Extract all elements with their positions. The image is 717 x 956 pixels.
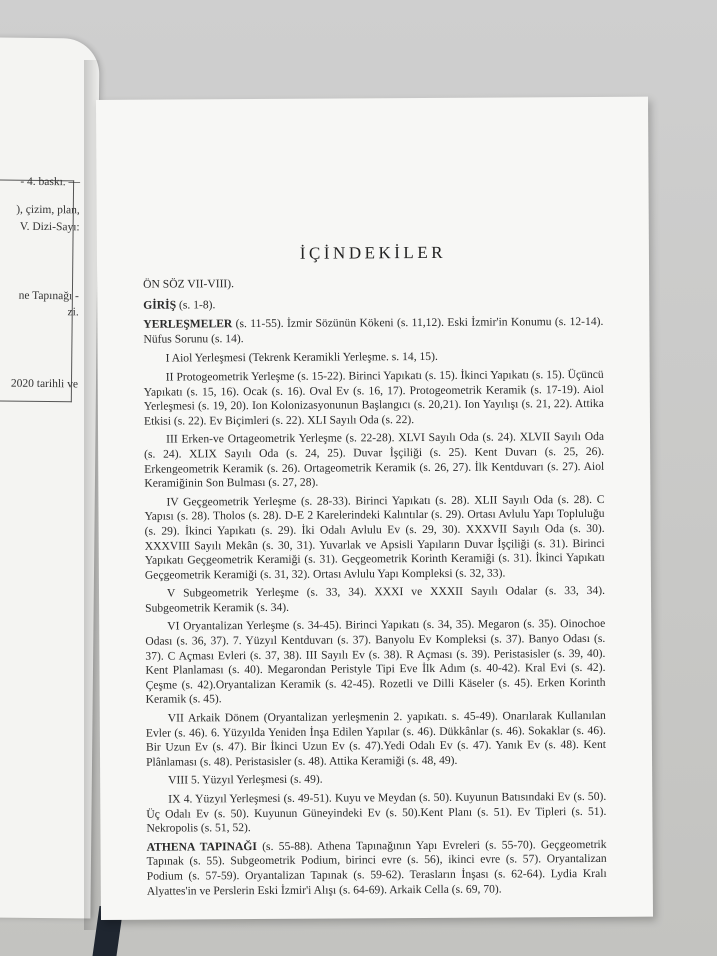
toc-subentry: VII Arkaik Dönem (Oryantalizan yerleşmenin 2. yapıkatı. s. 45-49). Onarılarak Kullanılan Evler (s. 46). 6. Yüzyılda Yeniden İnşa Edilen Yapılar (s. 46). Dükkânlar (s. 46). Sokaklar (s. 46). Bir Uzun Ev (s. 47). Bir İkinci Uzun Ev (s. 47).Yedi Odalı Ev (s. 47). Yanık Ev (s. 48). Kent Plânlaması (s. 48). Peristasisler (s. 48). Attika Keramiği (s. 48, 49).	[145, 708, 606, 769]
left-page-line: zi.	[67, 306, 79, 319]
toc-entry-yerlesmeler	[143, 315, 603, 347]
toc-entry-text: (s. 1-8).	[176, 297, 216, 312]
left-page-line: - 4. baskı. —	[20, 175, 81, 189]
toc-subentry: II Protogeometrik Yerleşme (s. 15-22). Birinci Yapıkatı (s. 15). İkinci Yapıkatı (s. 15). Üçüncü Yapıkatı (s. 15, 16). Ocak (s. 16). Oval Ev (s. 16, 17). Protogeometrik Keramik (s. 17-19). Aiol Yerleşmesi (s. 19, 20). Ion Kolonizasyonunun Başlangıcı (s. 20,21). Ion Yayılışı (s. 21, 22). Attika Etkisi (s. 22). Ev Biçimleri (s. 22). XLI Sayılı Oda (s. 22).	[143, 367, 604, 428]
page-title: İÇİNDEKİLER	[299, 242, 447, 263]
toc-entry-giris	[143, 295, 603, 312]
table-of-contents	[143, 275, 607, 904]
toc-entry-text: (s. 11-55). İzmir Sözünün Kökeni (s. 11,12). Eski İzmir'in Konumu (s. 12-14). Nüfus Sorunu (s. 14).	[143, 315, 604, 346]
toc-subentry: VI Oryantalizan Yerleşme (s. 34-45). Birinci Yapıkatı (s. 34, 35). Megaron (s. 35). Oinochoe Odası (s. 36, 37). 7. Yüzyıl Kentduvarı (s. 37). Banyolu Ev Kompleksi (s. 37). Banyo Odası (s. 37). C Açması Evleri (s. 37, 38). III Sayılı Ev (s. 38). R Açması (s. 39). Peristasisler (s. 39, 40). Kent Planlaması (s. 40). Megarondan Peristyle Tipi Eve İlk Adım (s. 40-42). Kral Evi (s. 42). Çeşme (s. 42).Oryantalizan Keramik (s. 42-45). Rozetli ve Dilli Käseler (s. 45). Erken Korinth Keramik (s. 45).	[145, 617, 606, 707]
left-page-line: 2020 tarihli ve	[10, 377, 79, 391]
toc-subentry: IV Geçgeometrik Yerleşme (s. 28-33). Birinci Yapıkatı (s. 28). XLII Sayılı Oda (s. 28). C Yapısı (s. 28). Tholos (s. 28). D-E 2 Karelerindeki Kalıntılar (s. 29). Ortası Avlulu Yapı Topluluğu (s. 29). İkinci Yapıkatı (s. 29). İki Odalı Avlulu Ev (s. 29, 30). XXXVII Sayılı Oda (s. 30). XXXVIII Sayılı Mekân (s. 30, 31). Yuvarlak ve Apsisli Yapıların Duvar İşçiliği (s. 31). Birinci Yapıkatı Geçgeometrik Keramiği (s. 31). Geçgeometrik Korinth Keramiği (s. 31). İkinci Yapıkatı Geçgeometrik Keramiği (s. 31, 32). Ortası Avlulu Yapı Kompleksi (s. 32, 33).	[144, 492, 605, 582]
toc-subentry: III Erken-ve Ortageometrik Yerleşme (s. 22-28). XLVI Sayılı Oda (s. 24). XLVII Sayılı Oda (s. 24). XLIX Sayılı Oda (s. 24, 25). Duvar İşçiliği (s. 25). Kent Duvarı (s. 25, 26). Erkengeometrik Keramik (s. 26). Ortageometrik Keramik (s. 26, 27). İlk Kentduvarı (s. 27). Aiol Keramiğinin Son Bulması (s. 27, 28).	[144, 430, 605, 490]
toc-section-title: YERLEŞMELER	[143, 317, 233, 331]
toc-section-title: GİRİŞ	[143, 298, 177, 312]
toc-subentry: V Subgeometrik Yerleşme (s. 33, 34). XXXI ve XXXII Sayılı Odalar (s. 33, 34). Subgeometrik Keramik (s. 34).	[145, 584, 606, 615]
toc-subentry: I Aiol Yerleşmesi (Tekrenk Keramikli Yerleşme. s. 14, 15).	[165, 350, 438, 365]
left-page-line: V. Dizi-Sayı:	[19, 220, 80, 234]
toc-entry-onsoz: ÖN SÖZ VII-VIII).	[143, 277, 235, 291]
toc-subentry: IX 4. Yüzyıl Yerleşmesi (s. 49-51). Kuyu ve Meydan (s. 50). Kuyunun Batısındaki Ev (s. 50). Üç Odalı Ev (s. 50). Kuyunun Güneyindeki Ev (s. 50).Kent Planı (s. 51). Ev Tipleri (s. 51). Nekropolis (s. 51, 52).	[146, 789, 607, 835]
toc-subentry: VIII 5. Yüzyıl Yerleşmesi (s. 49).	[168, 773, 323, 787]
left-page-line: ), çizim, plan,	[16, 203, 80, 217]
toc-entry-text: (s. 55-88). Athena Tapınağının Yapı Evreleri (s. 55-70). Geçgeometrik Tapınak (s. 55). Subgeometrik Podium, birinci evre (s. 56), ikinci evre (s. 57). Oryantalizan Podium (s. 57-59). Oryantalizan Tapınak (s. 59-62). Terasların İnşası (s. 62-64). Lydia Kralı Alyattes'in ve Perslerin Eski İzmir'i Alışı (s. 64-69). Arkaik Cella (s. 69, 70).	[146, 837, 607, 898]
toc-section-title: ATHENA TAPINAĞI	[146, 839, 257, 854]
right-page	[96, 97, 653, 920]
toc-entry-athena	[147, 838, 607, 899]
left-page-line: ne Tapınağı -	[18, 289, 79, 303]
